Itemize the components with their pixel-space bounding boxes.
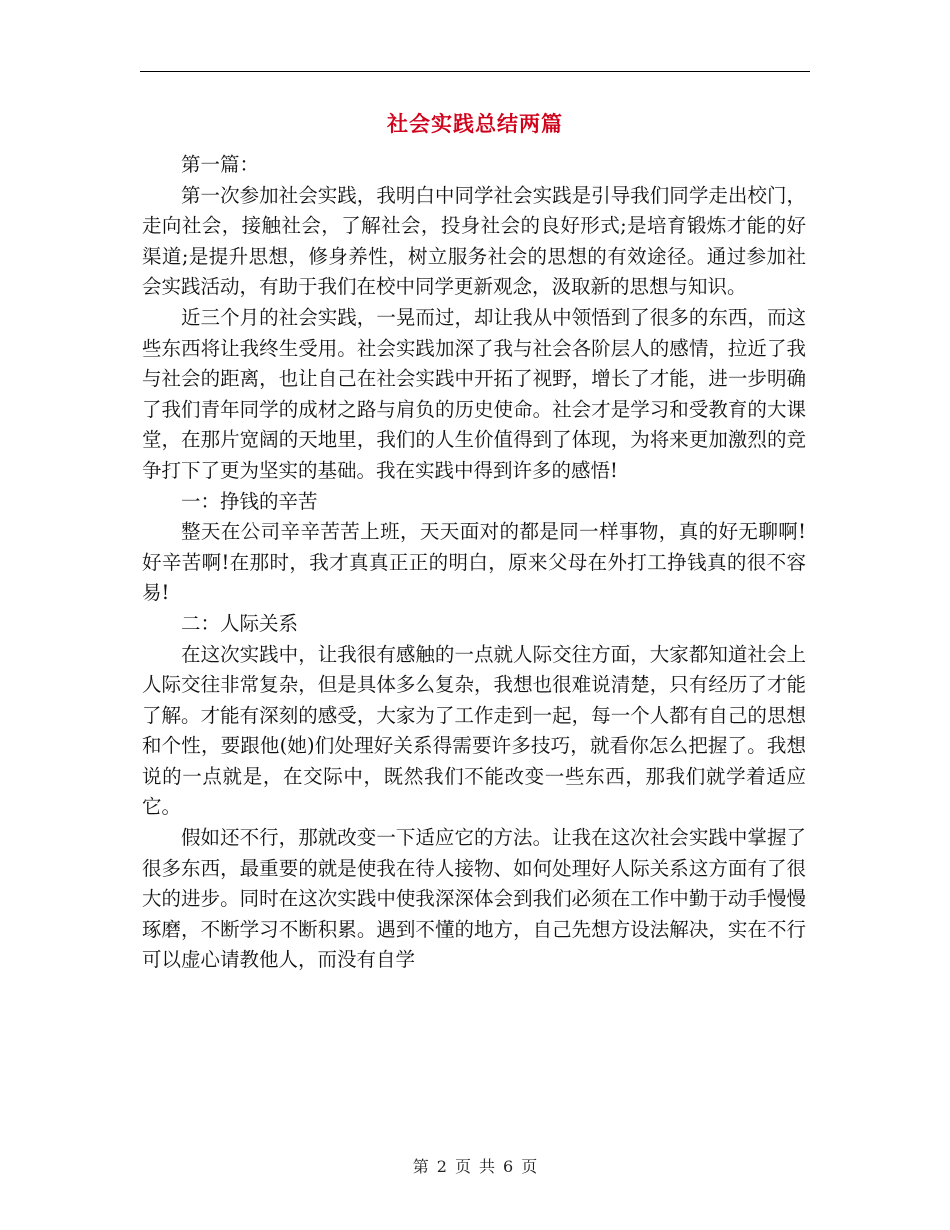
footer-page-number: 2 bbox=[436, 1157, 447, 1176]
paragraph: 近三个月的社会实践，一晃而过，却让我从中领悟到了很多的东西，而这些东西将让我终生受用。社会实践加深了我与社会各阶层人的感情，拉近了我与社会的距离，也让自己在社会实践中开拓了视野，增长了才能，进一步明确了我们青年同学的成材之路与肩负的历史使命。社会才是学习和受教育的大课堂，在那片宽阔的天地里，我们的人生价值得到了体现，为将来更加激烈的竞争打下了更为坚实的基础。我在实践中得到许多的感悟! bbox=[142, 305, 806, 482]
document-body bbox=[142, 150, 806, 976]
section-heading: 二：人际关系 bbox=[181, 611, 299, 635]
footer-suffix: 页 bbox=[521, 1157, 538, 1176]
footer-total-label: 共 bbox=[479, 1157, 496, 1176]
document-title: 社会实践总结两篇 bbox=[387, 111, 563, 136]
section-heading: 一：挣钱的辛苦 bbox=[181, 489, 318, 513]
footer-page-label: 页 bbox=[454, 1157, 471, 1176]
footer-prefix: 第 bbox=[412, 1157, 429, 1176]
paragraph: 假如还不行，那就改变一下适应它的方法。让我在这次社会实践中掌握了很多东西，最重要的就是使我在待人接物、如何处理好人际关系这方面有了很大的进步。同时在这次实践中使我深深体会到我们必须在工作中勤于动手慢慢琢磨，不断学习不断积累。遇到不懂的地方，自己先想方设法解决，实在不行可以虚心请教他人，而没有自学 bbox=[142, 826, 806, 972]
footer-total-pages: 6 bbox=[503, 1157, 514, 1176]
paragraph: 第一篇： bbox=[181, 153, 260, 176]
paragraph: 整天在公司辛辛苦苦上班，天天面对的都是同一样事物，真的好无聊啊!好辛苦啊!在那时，我才真真正正的明白，原来父母在外打工挣钱真的很不容易! bbox=[142, 520, 806, 605]
paragraph: 第一次参加社会实践，我明白中同学社会实践是引导我们同学走出校门，走向社会，接触社会，了解社会，投身社会的良好形式;是培育锻炼才能的好渠道;是提升思想，修身养性，树立服务社会的思想的有效途径。通过参加社会实践活动，有助于我们在校中同学更新观念，汲取新的思想与知识。 bbox=[142, 183, 806, 299]
header-rule bbox=[140, 71, 810, 72]
paragraph: 在这次实践中，让我很有感触的一点就人际交往方面，大家都知道社会上人际交往非常复杂，但是具体多么复杂，我想也很难说清楚，只有经历了才能了解。才能有深刻的感受，大家为了工作走到一起，每一个人都有自己的思想和个性，要跟他(她)们处理好关系得需要许多技巧，就看你怎么把握了。我想说的一点就是，在交际中，既然我们不能改变一些东西，那我们就学着适应它。 bbox=[142, 642, 806, 819]
page-footer bbox=[0, 1154, 950, 1177]
